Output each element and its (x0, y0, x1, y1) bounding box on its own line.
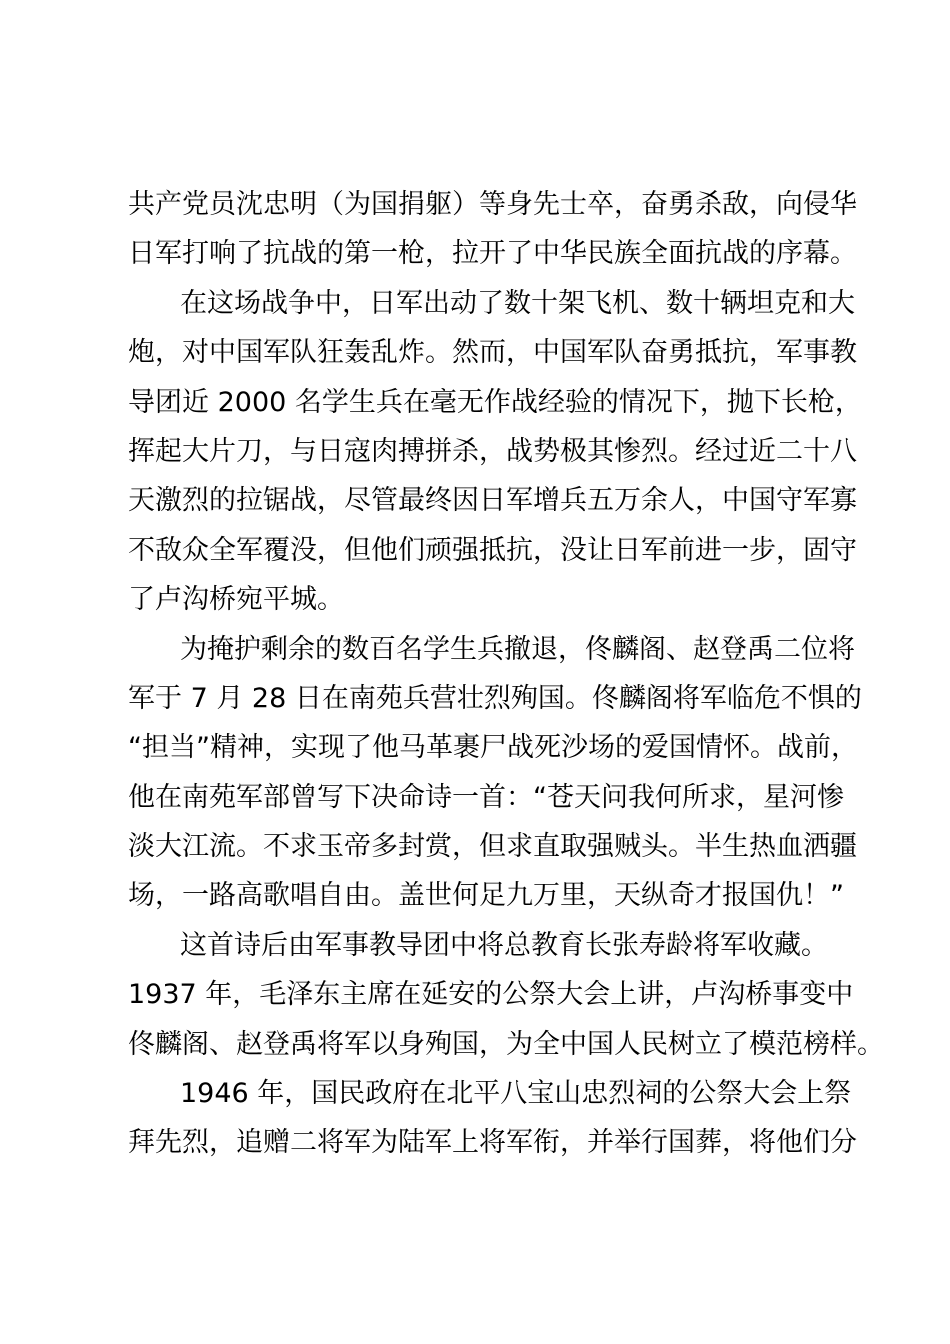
text-line: 不敌众全军覆没，但他们顽强抵抗，没让日军前进一步，固守 (128, 534, 857, 566)
text-line: 1937 年，毛泽东主席在延安的公祭大会上讲，卢沟桥事变中 (128, 979, 854, 1011)
text-line: 场，一路高歌唱自由。盖世何足九万里，天纵奇才报国仇！” (128, 880, 844, 912)
text-line: 军于 7 月 28 日在南苑兵营壮烈殉国。佟麟阁将军临危不惧的 (128, 682, 862, 714)
text-line: 佟麟阁、赵登禹将军以身殉国，为全中国人民树立了模范榜样。 (128, 1028, 884, 1060)
text-line: 日军打响了抗战的第一枪，拉开了中华民族全面抗战的序幕。 (128, 238, 857, 270)
text-line: 拜先烈，追赠二将军为陆军上将军衔，并举行国葬，将他们分 (128, 1127, 857, 1159)
text-line: 淡大江流。不求玉帝多封赏，但求直取强贼头。半生热血洒疆 (128, 831, 857, 863)
text-line: “担当”精神，实现了他马革裹尸战死沙场的爱国情怀。战前， (128, 732, 858, 764)
text-line: 导团近 2000 名学生兵在毫无作战经验的情况下，抛下长枪， (128, 386, 862, 418)
text-line: 炮，对中国军队狂轰乱炸。然而，中国军队奋勇抵抗，军事教 (128, 337, 857, 369)
text-line: 挥起大片刀，与日寇肉搏拼杀，战势极其惨烈。经过近二十八 (128, 435, 857, 467)
text-line: 他在南苑军部曾写下决命诗一首：“苍天问我何所求，星河惨 (128, 781, 844, 813)
text-line: 天激烈的拉锯战，尽管最终因日军增兵五万余人，中国守军寡 (128, 485, 857, 517)
text-line: 这首诗后由军事教导团中将总教育长张寿龄将军收藏。 (180, 929, 828, 961)
text-line: 了卢沟桥宛平城。 (128, 584, 344, 616)
text-line: 1946 年，国民政府在北平八宝山忠烈祠的公祭大会上祭 (180, 1078, 852, 1110)
text-line: 在这场战争中，日军出动了数十架飞机、数十辆坦克和大 (180, 287, 855, 319)
body-text (128, 180, 884, 1168)
text-line: 为掩护剩余的数百名学生兵撤退，佟麟阁、赵登禹二位将 (180, 633, 855, 665)
text-line: 共产党员沈忠明（为国捐躯）等身先士卒，奋勇杀敌，向侵华 (128, 189, 857, 220)
